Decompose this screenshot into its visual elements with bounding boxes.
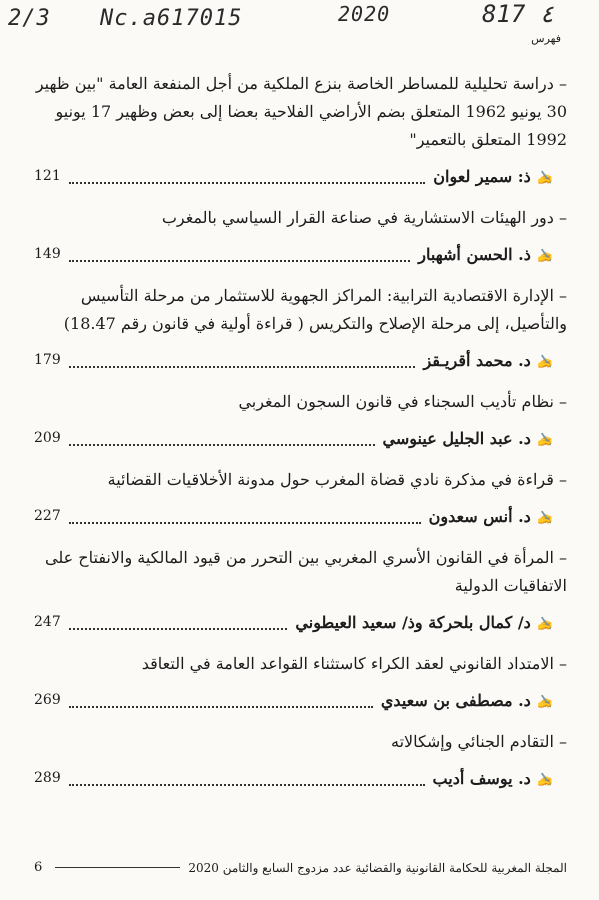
toc-entry-title: – الامتداد القانوني لعقد الكراء كاستثناء القواعد العامة في التعاقد — [34, 650, 567, 678]
toc-author — [429, 507, 567, 526]
dot-leader — [69, 168, 426, 184]
pen-icon: ✍ — [536, 354, 553, 370]
footer-rule — [55, 867, 180, 868]
toc-entry — [34, 650, 567, 714]
toc-entry-title: – الإدارة الاقتصادية الترابية: المراكز الجهوية للاستثمار من مرحلة التأسيس والتأصيل، إلى مرحلة الإصلاح والتكريس ( قراءة أولية في قانون رقم 18.47) — [34, 282, 567, 338]
toc-page-number: 209 — [34, 430, 61, 446]
toc-entry-title: – دراسة تحليلية للمساطر الخاصة بنزع الملكية من أجل المنفعة العامة "بين ظهير 30 يونيو 1962 المتعلق بضم الأراضي الفلاحية بعضا إلى بعض وظهير 17 يونيو 1992 المتعلق بالتعمير" — [34, 70, 567, 154]
toc-author-row — [34, 346, 567, 374]
toc-entry-title: – قراءة في مذكرة نادي قضاة المغرب حول مدونة الأخلاقيات القضائية — [34, 466, 567, 494]
handwritten-year: 2020 — [338, 2, 391, 26]
toc-entry-title: – التقادم الجنائي وإشكالاته — [34, 728, 567, 756]
dot-leader — [69, 430, 375, 446]
toc-author — [423, 351, 567, 370]
toc-author — [433, 167, 567, 186]
toc-author-row — [34, 686, 567, 714]
header-label: فهرس — [531, 32, 561, 45]
toc-entry-title: – نظام تأديب السجناء في قانون السجون المغربي — [34, 388, 567, 416]
toc-author-row — [34, 502, 567, 530]
dot-leader — [69, 692, 373, 708]
footer-page-number: 6 — [34, 860, 43, 875]
toc-author-name: د. أنس سعدون — [428, 506, 531, 526]
toc-author-row — [34, 764, 567, 792]
toc-page-number: 227 — [34, 508, 61, 524]
footer-journal-title: المجلة المغربية للحكامة القانونية والقضائية عدد مزدوج السابع والثامن 2020 — [188, 860, 567, 875]
toc-entry — [34, 728, 567, 792]
pen-icon: ✍ — [536, 432, 553, 448]
page-footer — [34, 860, 567, 875]
toc-entry — [34, 282, 567, 374]
toc-entry-title: – دور الهيئات الاستشارية في صناعة القرار السياسي بالمغرب — [34, 204, 567, 232]
toc-author — [383, 429, 567, 448]
toc-author-row — [34, 608, 567, 636]
dot-leader — [69, 352, 416, 368]
toc-entry — [34, 544, 567, 636]
pen-icon: ✍ — [536, 510, 553, 526]
toc-page-number: 121 — [34, 168, 61, 184]
toc-author — [295, 613, 567, 632]
toc-author-name: د. عبد الجليل عينوسي — [382, 428, 531, 448]
toc-page-number: 179 — [34, 352, 61, 368]
toc-author — [381, 691, 567, 710]
toc-page-number: 149 — [34, 246, 61, 262]
toc-author-name: د/ كمال بلحركة وذ/ سعيد العيطوني — [295, 612, 531, 632]
dot-leader — [69, 508, 421, 524]
pen-icon: ✍ — [536, 616, 553, 632]
toc-entry-title: – المرأة في القانون الأسري المغربي بين التحرر من قيود المالكية والانفتاح على الاتفاقيات الدولية — [34, 544, 567, 600]
toc-author-row — [34, 424, 567, 452]
toc-author-name: د. محمد أقريـقز — [423, 350, 531, 370]
toc-page-number: 269 — [34, 692, 61, 708]
dot-leader — [69, 614, 288, 630]
toc-author-name: ذ: سمير لعوان — [433, 166, 531, 186]
toc-author-name: د. مصطفى بن سعيدي — [380, 690, 531, 710]
toc-author — [418, 245, 567, 264]
toc-entry — [34, 70, 567, 190]
toc-author — [433, 769, 567, 788]
toc-entry — [34, 388, 567, 452]
toc-page-number: 289 — [34, 770, 61, 786]
handwritten-code: Nc.a617015 — [100, 6, 243, 31]
toc-author-row — [34, 162, 567, 190]
pen-icon: ✍ — [536, 694, 553, 710]
toc-page-number: 247 — [34, 614, 61, 630]
handwritten-number: 817 ٤ — [482, 0, 555, 28]
pen-icon: ✍ — [536, 248, 553, 264]
dot-leader — [69, 246, 410, 262]
toc-entry — [34, 204, 567, 268]
toc-author-name: د. يوسف أديب — [432, 768, 531, 788]
toc-entries — [34, 70, 567, 806]
toc-author-name: ذ. الحسن أشهبار — [418, 244, 531, 264]
pen-icon: ✍ — [536, 170, 553, 186]
handwritten-fraction: 2/3 — [8, 6, 51, 31]
toc-entry — [34, 466, 567, 530]
dot-leader — [69, 770, 425, 786]
pen-icon: ✍ — [536, 772, 553, 788]
toc-author-row — [34, 240, 567, 268]
